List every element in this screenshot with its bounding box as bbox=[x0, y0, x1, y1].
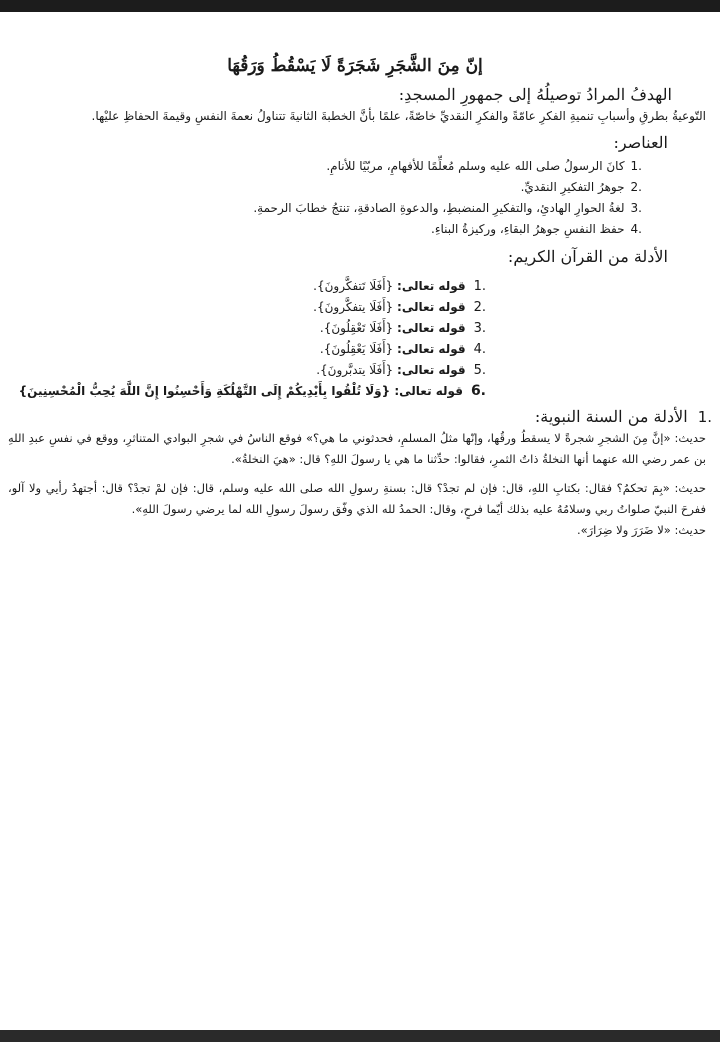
list-number: 4. bbox=[630, 222, 642, 236]
quran-label: قوله تعالى: bbox=[397, 300, 466, 314]
list-item-text: كانَ الرسولُ صلى الله عليه وسلم مُعلِّمًا للأفهامِ، مربّيًا للأنامِ. bbox=[326, 159, 625, 173]
document-page bbox=[8, 56, 712, 541]
sunnah-heading bbox=[8, 406, 712, 428]
list-item-text: لغةُ الحوارِ الهادئِ، والتفكيرِ المنضبطِ، والدعوةِ الصادقةِ، تنتجُ خطابَ الرحمةِ. bbox=[253, 201, 625, 215]
list-number: 1. bbox=[473, 279, 486, 294]
quran-verse: {أَفَلَا يتدبَّرونَ}. bbox=[316, 363, 394, 377]
hadith-text: حديث: «لا ضَرَرَ ولا ضِرَارَ». bbox=[576, 523, 706, 537]
goal-heading: الهدفُ المرادُ توصيلُهُ إلى جمهورِ المسجدِ: bbox=[398, 85, 672, 104]
quran-label: قوله تعالى: bbox=[397, 363, 466, 377]
list-number: 3. bbox=[630, 201, 642, 215]
quran-item bbox=[8, 381, 486, 402]
list-number: 5. bbox=[473, 363, 486, 378]
quran-verse: {أَفَلَا تَتفكَّرونَ}. bbox=[313, 279, 394, 293]
hadith-text: حديث: «بِمَ تحكمُ؟ فقال: بكتابِ اللهِ، قال: فإن لم تجدْ؟ قال: بسنةِ رسولِ الله صلى الله عليه وسلم، قال: فإن لمْ تجدْ؟ قال: أجتهدُ رأيي ولا آلو، ففرحَ النبيّ صلواتُ ربي وسلامُهُ عليه بذلك أيّما فرحٍ، وقال: الحمدُ لله الذي وفّق رسولَ رسولِ الله لما يرضي رسولَ اللهِ». bbox=[8, 481, 706, 516]
quran-item bbox=[8, 318, 486, 339]
list-number: 3. bbox=[473, 321, 486, 336]
bottom-edge-bar bbox=[0, 1030, 720, 1042]
quran-item bbox=[8, 360, 486, 381]
elements-list bbox=[8, 156, 642, 240]
list-number: 6. bbox=[470, 383, 486, 399]
hadith-text: حديث: «إنَّ مِنَ الشجرِ شجرةً لا يسقطُ ورقُها، وإنّها مثلُ المسلمِ، فحدثوني ما هي؟» فوقع الناسُ في شجرِ البوادي المتناثرِ، ووقع في نفسِ عبدِ اللهِ بن عمر رضي الله عنهما أنها النخلةُ ذاتُ الثمرِ، فقالوا: حدِّثنا ما هي يا رسولَ اللهِ؟ قال: «هيَ النخلةُ». bbox=[8, 431, 706, 466]
list-item bbox=[8, 156, 642, 177]
quran-item bbox=[8, 297, 486, 318]
quran-label: قوله تعالى: bbox=[397, 279, 466, 293]
list-number: 2. bbox=[630, 180, 642, 194]
quran-evidence-list bbox=[8, 276, 486, 402]
list-number: 4. bbox=[473, 342, 486, 357]
list-item bbox=[8, 198, 642, 219]
quran-verse: {وَلَا تُلْقُوا بِأَيْدِيكُمْ إِلَى التَّهْلُكَةِ وَأَحْسِنُوا إِنَّ اللَّهَ يُحِبُّ الْمُحْسِنِينَ} bbox=[18, 384, 391, 398]
sunnah-heading-text: الأدلة من السنة النبوية: bbox=[534, 407, 688, 426]
quran-item bbox=[8, 339, 486, 360]
goal-text: التّوعيةُ بطرقِ وأسبابِ تنميةِ الفكرِ عامّةً والفكرِ النقديِّ خاصّةً، علمًا بأنَّ الخطبةَ الثانيةَ تتناولُ نعمةَ النفسِ وقيمةَ الحفاظِ عليْها. bbox=[91, 109, 706, 123]
quran-verse: {أَفَلَا تَعْقِلُونَ}. bbox=[319, 321, 394, 335]
list-item bbox=[8, 177, 642, 198]
elements-heading: العناصر: bbox=[613, 133, 668, 152]
list-item-text: جوهرُ التفكيرِ النقديِّ. bbox=[520, 180, 625, 194]
quran-verse: {أَفَلَا يتفكَّرونَ}. bbox=[313, 300, 394, 314]
list-number: 1. bbox=[697, 408, 712, 426]
quran-heading: الأدلة من القرآن الكريم: bbox=[507, 247, 668, 266]
quran-label: قوله تعالى: bbox=[397, 342, 466, 356]
list-number: 2. bbox=[473, 300, 486, 315]
quran-label: قوله تعالى: bbox=[394, 384, 463, 398]
list-item bbox=[8, 219, 642, 240]
top-edge-bar bbox=[0, 0, 720, 12]
list-item-text: حفظ النفسِ جوهرُ البقاءِ، وركيزةُ البناءِ. bbox=[431, 222, 625, 236]
list-number: 1. bbox=[630, 159, 642, 173]
quran-label: قوله تعالى: bbox=[397, 321, 466, 335]
document-title: إنّ مِنَ الشَّجَرِ شَجَرَةً لَا يَسْقُطُ وَرَقُهَا bbox=[227, 56, 483, 76]
quran-verse: {أَفَلَا يَعْقِلُونَ}. bbox=[319, 342, 394, 356]
quran-item bbox=[8, 276, 486, 297]
